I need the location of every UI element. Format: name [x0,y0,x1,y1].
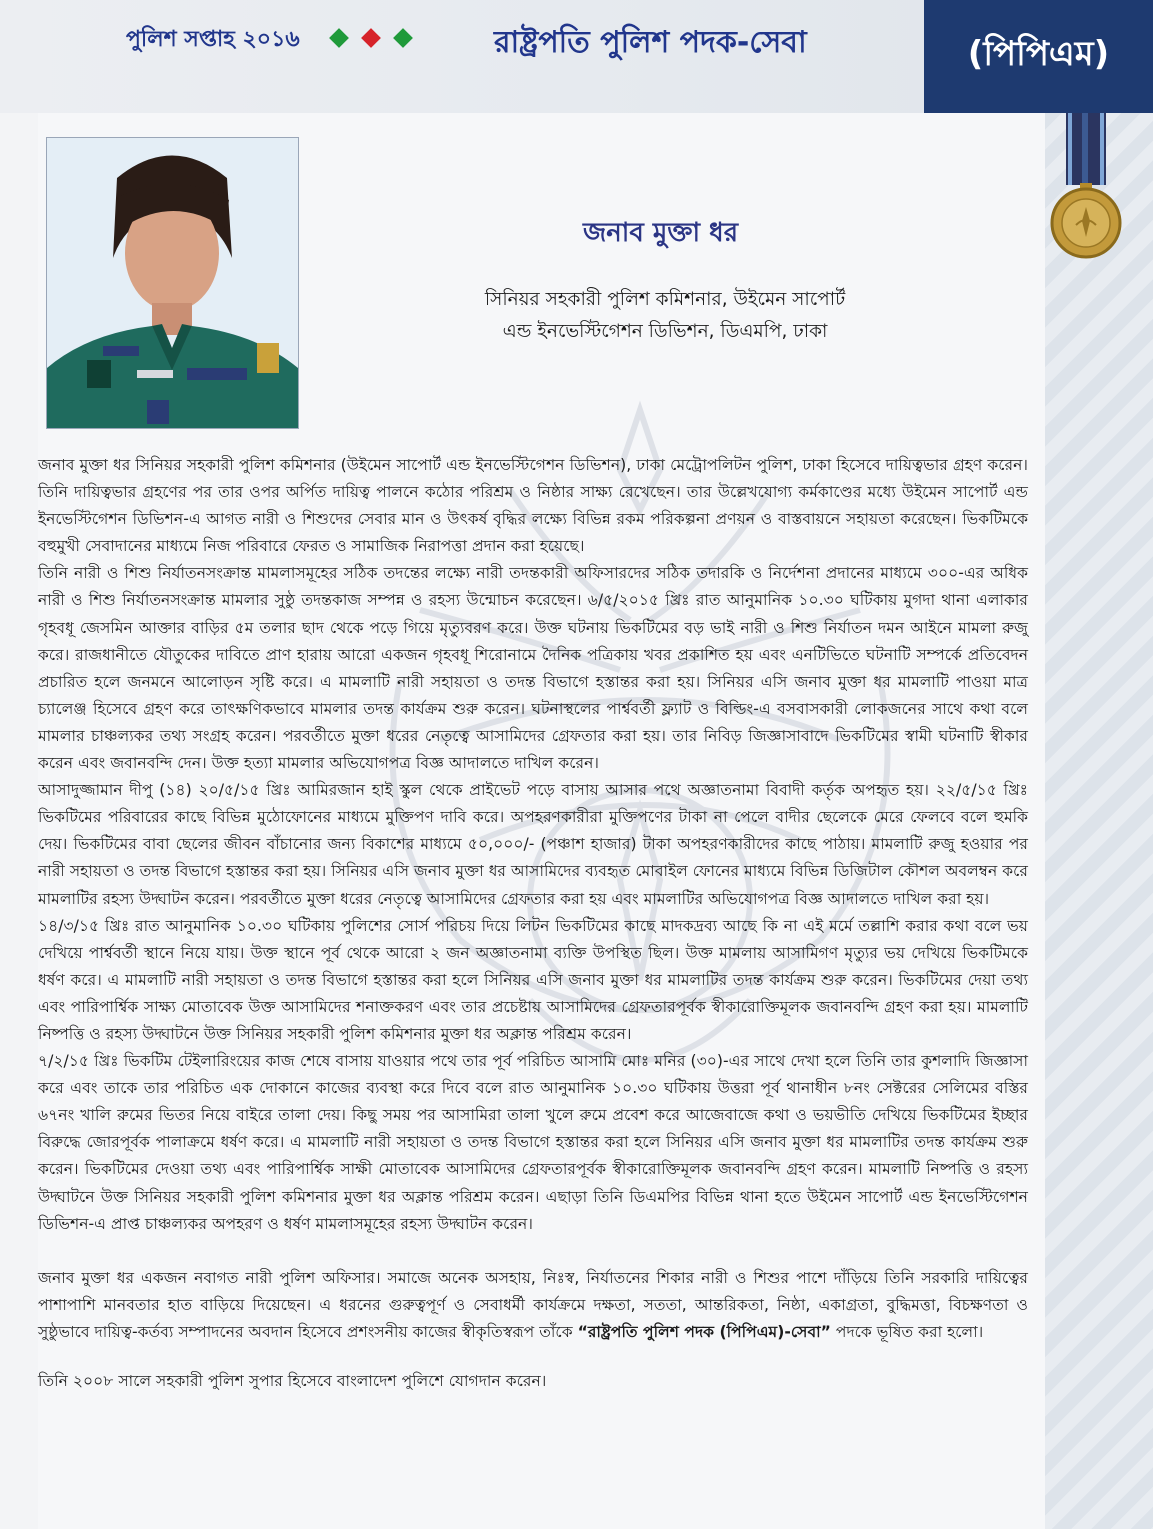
officer-portrait-image [47,138,298,428]
paragraph-2: তিনি নারী ও শিশু নির্যাতনসংক্রান্ত মামলাসমূহের সঠিক তদন্তের লক্ষ্যে নারী তদন্তকারী অফিসারদের সঠিক তদারকি ও নির্দেশনা প্রদানের মাধ্যমে ৩০০-এর অধিক নারী ও শিশু নির্যাতনসংক্রান্ত মামলার সুষ্ঠু তদন্তকাজ সম্পন্ন ও রহস্য উন্মোচন করেছেন। ৬/৫/২০১৫ খ্রিঃ রাত আনুমানিক ১০.৩০ ঘটিকায় মুগদা থানা এলাকার গৃহবধূ জেসমিন আক্তার বাড়ির ৫ম তলার ছাদ থেকে পড়ে গিয়ে মৃত্যুবরণ করে। উক্ত ঘটনায় ভিকটিমের বড় ভাই নারী ও শিশু নির্যাতন দমন আইনে মামলা রুজু করে। রাজধানীতে যৌতুকের দাবিতে প্রাণ হারায় আরো একজন গৃহবধূ শিরোনামে দৈনিক পত্রিকায় খবর প্রকাশিত হয় এবং এনটিভিতে ঘটনাটি সম্পর্কে প্রতিবেদন প্রচারিত হলে জনমনে আলোড়ন সৃষ্টি করে। এ মামলাটি নারী সহায়তা ও তদন্ত বিভাগে হস্তান্তর করা হয়। সিনিয়র এসি জনাব মুক্তা ধর মামলাটি পাওয়া মাত্র চ্যালেঞ্জ হিসেবে গ্রহণ করে তাৎক্ষণিকভাবে মামলার তদন্ত কার্যক্রম শুরু করেন। ঘটনাস্থলের পার্শ্ববর্তী ফ্ল্যাট ও বিল্ডিং-এ বসবাসকারী লোকজনের সাথে কথা বলে মামলার চাঞ্চল্যকর তথ্য সংগ্রহ করেন। পরবর্তীতে মুক্তা ধরের নেতৃত্বে আসামিদের গ্রেফতার করা হয়। তার নিবিড় জিজ্ঞাসাবাদে ভিকটিমের স্বামী ঘটনাটি স্বীকার করেন এবং জবানবন্দি দেন। উক্ত হত্যা মামলার অভিযোগপত্র বিজ্ঞ আদালতে দাখিল করেন। [38,564,1028,773]
medal-icon [1046,113,1130,263]
decorative-side-strip [1045,110,1153,1529]
paragraph-6-text: জনাব মুক্তা ধর একজন নবাগত নারী পুলিশ অফিসার। সমাজে অনেক অসহায়, নিঃস্ব, নির্যাতনের শিকার নারী ও শিশুর পাশে দাঁড়িয়ে তিনি সরকারি দায়িত্বের পাশাপাশি মানবতার হাত বাড়িয়ে দিয়েছেন। এ ধরনের গুরুত্বপূর্ণ ও সেবাধর্মী কার্যক্রমে দক্ষতা, সততা, আন্তরিকতা, নিষ্ঠা, একাগ্রতা, বুদ্ধিমত্তা, বিচক্ষণতা ও সুষ্ঠুভাবে দায়িত্ব-কর্তব্য সম্পাদনের অবদান হিসেবে প্রশংসনীয় কাজের স্বীকৃতিস্বরূপ তাঁকে [38,1268,1028,1341]
officer-designation [400,284,930,348]
officer-photo [46,137,299,429]
designation-line-1: সিনিয়র সহকারী পুলিশ কমিশনার, উইমেন সাপোর্ট [484,289,846,310]
diamond-ornament [328,28,418,52]
paragraph-6-ending: পদকে ভূষিত করা হলো। [830,1322,984,1341]
award-name-emphasis: “রাষ্ট্রপতি পুলিশ পদক (পিপিএম)-সেবা” [577,1322,831,1341]
green-diamond-icon [393,28,413,48]
paragraph-4: ১৪/৩/১৫ খ্রিঃ রাত আনুমানিক ১০.৩০ ঘটিকায় পুলিশের সোর্স পরিচয় দিয়ে লিটন ভিকটিমের কাছে মাদকদ্রব্য আছে কি না এই মর্মে তল্লাশি করার কথা বলে ভয় দেখিয়ে পার্শ্ববর্তী স্থানে নিয়ে যায়। উক্ত স্থানে পূর্ব থেকে আরো ২ জন অজ্ঞাতনামা ব্যক্তি উপস্থিত ছিল। উক্ত মামলায় আসামিগণ মৃত্যুর ভয় দেখিয়ে ভিকটিমকে ধর্ষণ করে। এ মামলাটি নারী সহায়তা ও তদন্ত বিভাগে হস্তান্তর করা হলে সিনিয়র এসি জনাব মুক্তা ধর মামলাটির তদন্ত কার্যক্রম শুরু করেন। ভিকটিমের দেয়া তথ্য এবং পারিপার্শ্বিক সাক্ষ্য মোতাবেক উক্ত আসামিদের শনাক্তকরণ এবং তার প্রচেষ্টায় আসামিদের গ্রেফতারপূর্বক স্বীকারোক্তিমূলক জবানবন্দি গ্রহণ করা হয়। মামলাটি নিষ্পত্তি ও রহস্য উদ্ঘাটনে উক্ত সিনিয়র সহকারী পুলিশ কমিশনার মুক্তা ধর অক্লান্ত পরিশ্রম করেন। [38,916,1028,1043]
paragraph-6 [38,1265,1028,1346]
officer-name: জনাব মুক্তা ধর [583,218,739,248]
award-title: রাষ্ট্রপতি পুলিশ পদক-সেবা [494,25,807,60]
paragraph-1: জনাব মুক্তা ধর সিনিয়র সহকারী পুলিশ কমিশনার (উইমেন সাপোর্ট এন্ড ইনভেস্টিগেশন ডিভিশন), ঢাকা মেট্রোপলিটন পুলিশ, ঢাকা হিসেবে দায়িত্বভার গ্রহণ করেন। তিনি দায়িত্বভার গ্রহণের পর তার ওপর অর্পিত দায়িত্ব পালনে কঠোর পরিশ্রম ও নিষ্ঠার সাক্ষ্য রেখেছেন। তার উল্লেখযোগ্য কর্মকাণ্ডের মধ্যে উইমেন সাপোর্ট এন্ড ইনভেস্টিগেশন ডিভিশন-এ আগত নারী ও শিশুদের সেবার মান ও উৎকর্ষ বৃদ্ধির লক্ষ্যে বিভিন্ন রকম পরিকল্পনা প্রণয়ন ও বাস্তবায়নে সহায়তা করেছেন। ভিকটিমকে বহুমুখী সেবাদানের মাধ্যমে নিজ পরিবারে ফেরত ও সামাজিক নিরাপত্তা প্রদান করা হয়েছে। [38,456,1028,556]
paragraph-3: আসাদুজ্জামান দীপু (১৪) ২০/৫/১৫ খ্রিঃ আমিরজান হাই স্কুল থেকে প্রাইভেট পড়ে বাসায় আসার পথে অজ্ঞাতনামা বিবাদী কর্তৃক অপহৃত হয়। ২২/৫/১৫ খ্রিঃ ভিকটিমের পরিবারের কাছে বিভিন্ন মুঠোফোনের মাধ্যমে মুক্তিপণ দাবি করে। অপহরণকারীরা মুক্তিপণের টাকা না পেলে বাদীর ছেলেকে মেরে ফেলবে বলে হুমকি দেয়। ভিকটিমের বাবা ছেলের জীবন বাঁচানোর জন্য বিকাশের মাধ্যমে ৫০,০০০/- (পঞ্চাশ হাজার) টাকা অপহরণকারীদের কাছে পাঠায়। মামলাটি রুজু হওয়ার পর নারী সহায়তা ও তদন্ত বিভাগে হস্তান্তর করা হয়। সিনিয়র এসি জনাব মুক্তা ধর আসামিদের ব্যবহৃত মোবাইল ফোনের মাধ্যমে বিভিন্ন ডিজিটাল কৌশল অবলম্বন করে মামলাটির রহস্য উদ্ঘাটন করেন। পরবর্তীতে মুক্তা ধরের নেতৃত্বে আসামিদের গ্রেফতার করা হয় এবং মামলাটির অভিযোগপত্র বিজ্ঞ আদালতে দাখিল করা হয়। [38,781,1028,908]
green-diamond-icon [329,28,349,48]
designation-line-2: এন্ড ইনভেস্টিগেশন ডিভিশন, ডিএমপি, ঢাকা [502,321,828,342]
paragraph-5: ৭/২/১৫ খ্রিঃ ভিকটিম টেইলারিংয়ের কাজ শেষে বাসায় যাওয়ার পথে তার পূর্ব পরিচিত আসামি মোঃ মনির (৩০)-এর সাথে দেখা হলে তিনি তার কুশলাদি জিজ্ঞাসা করে এবং তাকে তার পরিচিত এক দোকানে কাজের ব্যবস্থা করে দিবে বলে রাত আনুমানিক ১০.৩০ ঘটিকায় উত্তরা পূর্ব থানাধীন ৮নং সেক্টরের সেলিমের বস্তির ৬৭নং খালি রুমের ভিতর নিয়ে বাইরে তালা দেয়। কিছু সময় পর আসামিরা তালা খুলে রুমে প্রবেশ করে আজেবাজে কথা ও ভয়ভীতি দেখিয়ে ভিকটিমের ইচ্ছার বিরুদ্ধে জোরপূর্বক পালাক্রমে ধর্ষণ করে। এ মামলাটি নারী সহায়তা ও তদন্ত বিভাগে হস্তান্তর করা হলে সিনিয়র এসি জনাব মুক্তা ধর মামলাটির তদন্ত কার্যক্রম শুরু করেন। ভিকটিমের দেওয়া তথ্য এবং পারিপার্শ্বিক সাক্ষী মোতাবেক আসামিদের গ্রেফতারপূর্বক স্বীকারোক্তিমূলক জবানবন্দি গ্রহণ করেন। মামলাটি নিষ্পত্তি ও রহস্য উদ্ঘাটনে উক্ত সিনিয়র সহকারী পুলিশ কমিশনার মুক্তা ধর অক্লান্ত পরিশ্রম করেন। এছাড়া তিনি ডিএমপির বিভিন্ন থানা হতে উইমেন সাপোর্ট এন্ড ইনভেস্টিগেশন ডিভিশন-এ প্রাপ্ত চাঞ্চল্যকর অপহরণ ও ধর্ষণ মামলাসমূহের রহস্য উদ্ঘাটন করেন। [38,1052,1028,1233]
police-week-label: পুলিশ সপ্তাহ ২০১৬ [126,27,300,52]
page-header [0,0,1153,113]
paragraph-7: তিনি ২০০৮ সালে সহকারী পুলিশ সুপার হিসেবে বাংলাদেশ পুলিশে যোগদান করেন। [38,1372,547,1390]
award-badge: (পিপিএম) [924,0,1153,113]
citation-body [38,452,1028,1395]
red-diamond-icon [361,28,381,48]
